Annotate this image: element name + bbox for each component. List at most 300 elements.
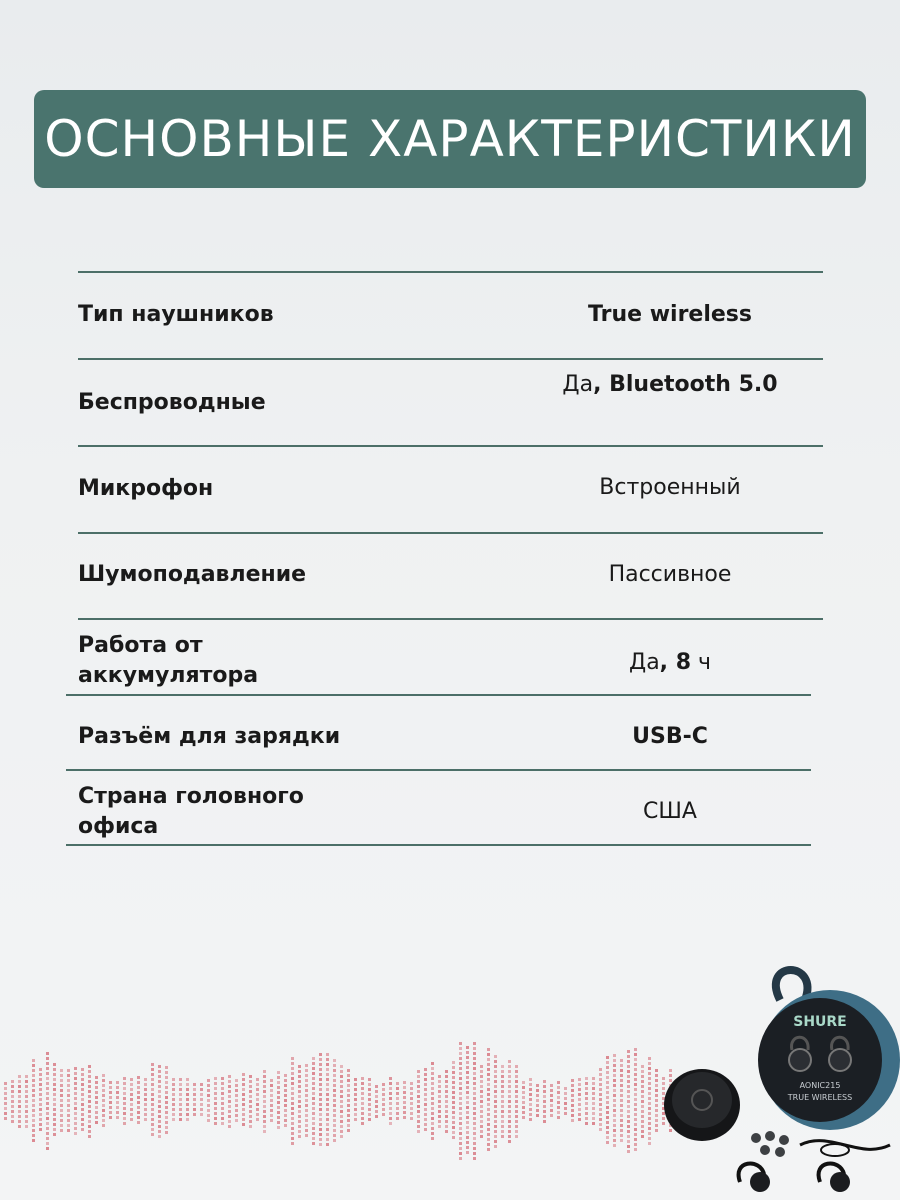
wave-dot <box>298 1075 301 1078</box>
wave-dot <box>564 1087 567 1090</box>
wave-dot <box>452 1116 455 1119</box>
wave-dot <box>235 1119 238 1122</box>
wave-dot <box>25 1075 28 1078</box>
wave-dot <box>333 1069 336 1072</box>
wave-dot <box>578 1108 581 1111</box>
wave-dot <box>459 1072 462 1075</box>
wave-dot <box>319 1073 322 1076</box>
wave-dot <box>599 1083 602 1086</box>
wave-dot <box>53 1068 56 1071</box>
wave-dot <box>515 1110 518 1113</box>
wave-dot <box>291 1137 294 1140</box>
wave-dot <box>452 1136 455 1139</box>
wave-dot <box>508 1100 511 1103</box>
wave-dot <box>333 1064 336 1067</box>
wave-dot <box>11 1115 14 1118</box>
wave-dot <box>466 1061 469 1064</box>
wave-dot <box>95 1076 98 1079</box>
wave-dot <box>592 1092 595 1095</box>
wave-dot <box>452 1086 455 1089</box>
wave-dot <box>466 1056 469 1059</box>
wave-dot <box>613 1144 616 1147</box>
wave-dot <box>641 1110 644 1113</box>
wave-dot <box>144 1108 147 1111</box>
wave-dot <box>515 1070 518 1073</box>
wave-dot <box>613 1104 616 1107</box>
wave-dot <box>46 1122 49 1125</box>
wave-dot <box>151 1128 154 1131</box>
wave-dot <box>368 1093 371 1096</box>
wave-dot <box>368 1088 371 1091</box>
wave-dot <box>193 1098 196 1101</box>
wave-dot <box>193 1088 196 1091</box>
wave-dot <box>655 1069 658 1072</box>
wave-dot <box>473 1107 476 1110</box>
wave-dot <box>179 1118 182 1121</box>
wave-dot <box>508 1125 511 1128</box>
wave-dot <box>487 1053 490 1056</box>
wave-dot <box>613 1129 616 1132</box>
wave-dot <box>172 1078 175 1081</box>
wave-dot <box>109 1086 112 1089</box>
wave-dot <box>515 1130 518 1133</box>
wave-dot <box>123 1112 126 1115</box>
wave-dot <box>326 1078 329 1081</box>
wave-dot <box>459 1067 462 1070</box>
wave-dot <box>340 1085 343 1088</box>
wave-dot <box>613 1084 616 1087</box>
wave-dot <box>403 1116 406 1119</box>
wave-dot <box>459 1102 462 1105</box>
wave-dot <box>445 1080 448 1083</box>
wave-dot <box>263 1130 266 1133</box>
wave-dot <box>389 1117 392 1120</box>
wave-dot <box>277 1081 280 1084</box>
wave-dot <box>53 1073 56 1076</box>
wave-dot <box>319 1063 322 1066</box>
wave-dot <box>109 1091 112 1094</box>
wave-dot <box>326 1108 329 1111</box>
wave-dot <box>88 1075 91 1078</box>
wave-dot <box>480 1065 483 1068</box>
wave-dot <box>158 1085 161 1088</box>
wave-dot <box>305 1074 308 1077</box>
wave-dot <box>508 1140 511 1143</box>
wave-dot <box>298 1070 301 1073</box>
wave-dot <box>634 1088 637 1091</box>
wave-dot <box>207 1104 210 1107</box>
wave-dot <box>263 1110 266 1113</box>
wave-dot <box>459 1062 462 1065</box>
wave-dot <box>634 1103 637 1106</box>
wave-dot <box>599 1073 602 1076</box>
wave-dot <box>655 1119 658 1122</box>
wave-dot <box>18 1100 21 1103</box>
wave-dot <box>389 1087 392 1090</box>
wave-dot <box>501 1085 504 1088</box>
wave-dot <box>522 1111 525 1114</box>
wave-dot <box>137 1121 140 1124</box>
wave-dot <box>347 1079 350 1082</box>
wave-dot <box>305 1069 308 1072</box>
wave-dot <box>501 1120 504 1123</box>
wave-dot <box>361 1082 364 1085</box>
wave-dot <box>620 1124 623 1127</box>
wave-dot <box>109 1106 112 1109</box>
wave-dot <box>606 1096 609 1099</box>
wave-dot <box>186 1088 189 1091</box>
wave-dot <box>424 1078 427 1081</box>
value-plain: Да <box>629 650 660 675</box>
wave-dot <box>88 1105 91 1108</box>
row-divider <box>78 358 823 360</box>
wave-dot <box>529 1078 532 1081</box>
wave-dot <box>46 1087 49 1090</box>
wave-dot <box>648 1102 651 1105</box>
wave-dot <box>319 1093 322 1096</box>
wave-dot <box>431 1067 434 1070</box>
wave-dot <box>466 1046 469 1049</box>
wave-dot <box>515 1125 518 1128</box>
wave-dot <box>487 1088 490 1091</box>
wave-dot <box>452 1071 455 1074</box>
wave-dot <box>592 1122 595 1125</box>
wave-dot <box>571 1089 574 1092</box>
wave-dot <box>655 1074 658 1077</box>
wave-dot <box>249 1105 252 1108</box>
wave-dot <box>11 1095 14 1098</box>
wave-dot <box>298 1130 301 1133</box>
product-image <box>660 960 900 1200</box>
wave-dot <box>326 1068 329 1071</box>
wave-dot <box>74 1112 77 1115</box>
wave-dot <box>585 1117 588 1120</box>
wave-dot <box>172 1098 175 1101</box>
wave-dot <box>221 1122 224 1125</box>
wave-dot <box>116 1081 119 1084</box>
wave-dot <box>543 1120 546 1123</box>
wave-dot <box>242 1103 245 1106</box>
wave-dot <box>536 1089 539 1092</box>
wave-dot <box>473 1137 476 1140</box>
wave-dot <box>396 1087 399 1090</box>
wave-dot <box>501 1090 504 1093</box>
wave-dot <box>634 1143 637 1146</box>
wave-dot <box>235 1109 238 1112</box>
wave-dot <box>144 1113 147 1116</box>
value-bold: , 8 <box>659 650 691 675</box>
wave-dot <box>263 1120 266 1123</box>
wave-dot <box>508 1115 511 1118</box>
wave-dot <box>620 1109 623 1112</box>
wave-dot <box>599 1078 602 1081</box>
wave-dot <box>424 1098 427 1101</box>
wave-dot <box>277 1111 280 1114</box>
spec-value-type <box>520 300 820 330</box>
wave-dot <box>417 1105 420 1108</box>
wave-dot <box>627 1055 630 1058</box>
wave-dot <box>298 1065 301 1068</box>
wave-dot <box>487 1118 490 1121</box>
wave-dot <box>53 1078 56 1081</box>
wave-dot <box>88 1100 91 1103</box>
wave-dot <box>102 1119 105 1122</box>
wave-dot <box>179 1078 182 1081</box>
wave-dot <box>11 1090 14 1093</box>
wave-dot <box>25 1090 28 1093</box>
wave-dot <box>291 1107 294 1110</box>
wave-dot <box>494 1105 497 1108</box>
wave-dot <box>67 1069 70 1072</box>
wave-dot <box>389 1077 392 1080</box>
value-tail: ч <box>691 650 711 675</box>
wave-dot <box>627 1145 630 1148</box>
wave-dot <box>214 1112 217 1115</box>
wave-dot <box>627 1115 630 1118</box>
wave-dot <box>410 1097 413 1100</box>
wave-dot <box>487 1058 490 1061</box>
wave-dot <box>473 1102 476 1105</box>
wave-dot <box>508 1060 511 1063</box>
wave-dot <box>599 1108 602 1111</box>
wave-dot <box>284 1109 287 1112</box>
wave-dot <box>571 1109 574 1112</box>
wave-dot <box>578 1083 581 1086</box>
wave-dot <box>53 1113 56 1116</box>
wave-dot <box>158 1100 161 1103</box>
wave-dot <box>277 1101 280 1104</box>
wave-dot <box>543 1110 546 1113</box>
wave-dot <box>403 1101 406 1104</box>
row-divider <box>78 271 823 273</box>
wave-dot <box>424 1113 427 1116</box>
wave-dot <box>67 1114 70 1117</box>
wave-dot <box>144 1083 147 1086</box>
wave-dot <box>438 1090 441 1093</box>
wave-dot <box>459 1157 462 1160</box>
wave-dot <box>165 1076 168 1079</box>
wave-dot <box>543 1090 546 1093</box>
spec-value-noise-cancel <box>520 560 820 590</box>
wave-dot <box>60 1069 63 1072</box>
wave-dot <box>46 1127 49 1130</box>
wave-dot <box>634 1123 637 1126</box>
wave-dot <box>319 1108 322 1111</box>
wave-dot <box>452 1111 455 1114</box>
wave-dot <box>221 1097 224 1100</box>
wave-dot <box>319 1118 322 1121</box>
wave-dot <box>620 1099 623 1102</box>
wave-dot <box>620 1089 623 1092</box>
wave-dot <box>214 1077 217 1080</box>
wave-dot <box>389 1102 392 1105</box>
wave-dot <box>564 1097 567 1100</box>
wave-dot <box>4 1097 7 1100</box>
wave-dot <box>46 1147 49 1150</box>
wave-dot <box>312 1107 315 1110</box>
wave-dot <box>137 1076 140 1079</box>
wave-dot <box>417 1095 420 1098</box>
wave-dot <box>53 1063 56 1066</box>
wave-dot <box>67 1074 70 1077</box>
wave-dot <box>571 1099 574 1102</box>
wave-dot <box>81 1068 84 1071</box>
wave-dot <box>137 1091 140 1094</box>
wave-dot <box>354 1083 357 1086</box>
wave-dot <box>634 1113 637 1116</box>
wave-dot <box>249 1075 252 1078</box>
wave-dot <box>326 1063 329 1066</box>
wave-dot <box>263 1090 266 1093</box>
wave-dot <box>228 1110 231 1113</box>
wave-dot <box>417 1100 420 1103</box>
wave-dot <box>592 1077 595 1080</box>
wave-dot <box>606 1066 609 1069</box>
wave-dot <box>284 1119 287 1122</box>
wave-dot <box>452 1101 455 1104</box>
wave-dot <box>655 1089 658 1092</box>
wave-dot <box>165 1126 168 1129</box>
wave-dot <box>466 1131 469 1134</box>
wave-dot <box>536 1099 539 1102</box>
wave-dot <box>452 1091 455 1094</box>
wave-dot <box>46 1132 49 1135</box>
wave-dot <box>32 1099 35 1102</box>
wave-dot <box>382 1083 385 1086</box>
wave-dot <box>438 1075 441 1078</box>
wave-dot <box>312 1142 315 1145</box>
wave-dot <box>445 1070 448 1073</box>
wave-dot <box>67 1104 70 1107</box>
wave-dot <box>4 1087 7 1090</box>
wave-dot <box>60 1099 63 1102</box>
wave-dot <box>88 1085 91 1088</box>
wave-dot <box>648 1142 651 1145</box>
wave-dot <box>438 1110 441 1113</box>
wave-dot <box>655 1129 658 1132</box>
wave-dot <box>389 1112 392 1115</box>
wave-dot <box>291 1062 294 1065</box>
wave-dot <box>550 1099 553 1102</box>
wave-dot <box>473 1122 476 1125</box>
spec-value-wireless <box>520 370 820 400</box>
wave-dot <box>172 1103 175 1106</box>
wave-dot <box>214 1117 217 1120</box>
wave-dot <box>634 1068 637 1071</box>
wave-dot <box>326 1083 329 1086</box>
wave-dot <box>452 1081 455 1084</box>
wave-dot <box>18 1125 21 1128</box>
row-divider <box>66 769 811 771</box>
wave-dot <box>81 1118 84 1121</box>
wave-dot <box>74 1097 77 1100</box>
wave-dot <box>291 1082 294 1085</box>
wave-dot <box>480 1070 483 1073</box>
wave-dot <box>46 1072 49 1075</box>
wave-dot <box>18 1120 21 1123</box>
wave-dot <box>473 1152 476 1155</box>
wave-dot <box>228 1075 231 1078</box>
wave-dot <box>620 1079 623 1082</box>
wave-dot <box>375 1090 378 1093</box>
wave-dot <box>39 1108 42 1111</box>
wave-dot <box>501 1095 504 1098</box>
wave-dot <box>340 1070 343 1073</box>
wave-dot <box>564 1112 567 1115</box>
wave-dot <box>172 1088 175 1091</box>
wave-dot <box>431 1127 434 1130</box>
wave-dot <box>508 1135 511 1138</box>
wave-dot <box>95 1116 98 1119</box>
wave-dot <box>186 1113 189 1116</box>
wave-dot <box>207 1099 210 1102</box>
wave-dot <box>95 1111 98 1114</box>
wave-dot <box>368 1113 371 1116</box>
wave-dot <box>347 1099 350 1102</box>
wave-dot <box>228 1090 231 1093</box>
wave-dot <box>326 1143 329 1146</box>
wave-dot <box>151 1113 154 1116</box>
wave-dot <box>606 1091 609 1094</box>
wave-dot <box>634 1053 637 1056</box>
wave-dot <box>466 1106 469 1109</box>
wave-dot <box>480 1080 483 1083</box>
wave-dot <box>277 1121 280 1124</box>
wave-dot <box>284 1114 287 1117</box>
wave-dot <box>144 1088 147 1091</box>
wave-dot <box>634 1048 637 1051</box>
wave-dot <box>102 1109 105 1112</box>
spec-label-noise-cancel: Шумоподавление <box>78 562 307 587</box>
wave-dot <box>256 1083 259 1086</box>
wave-dot <box>284 1089 287 1092</box>
wave-dot <box>648 1122 651 1125</box>
wave-dot <box>32 1089 35 1092</box>
wave-dot <box>319 1123 322 1126</box>
wave-dot <box>46 1102 49 1105</box>
wave-dot <box>123 1077 126 1080</box>
wave-dot <box>81 1113 84 1116</box>
wave-dot <box>459 1142 462 1145</box>
wave-dot <box>326 1053 329 1056</box>
wave-dot <box>67 1109 70 1112</box>
wave-dot <box>417 1070 420 1073</box>
wave-dot <box>606 1136 609 1139</box>
wave-dot <box>298 1110 301 1113</box>
wave-dot <box>179 1098 182 1101</box>
wave-dot <box>298 1085 301 1088</box>
model-text: AONIC215 <box>799 1081 841 1090</box>
wave-dot <box>487 1068 490 1071</box>
wave-dot <box>648 1077 651 1080</box>
wave-dot <box>95 1106 98 1109</box>
wave-dot <box>445 1090 448 1093</box>
wave-dot <box>298 1105 301 1108</box>
wave-dot <box>333 1139 336 1142</box>
wave-dot <box>74 1072 77 1075</box>
wave-dot <box>137 1086 140 1089</box>
wave-dot <box>123 1107 126 1110</box>
wave-dot <box>494 1060 497 1063</box>
wave-dot <box>4 1102 7 1105</box>
wave-dot <box>459 1137 462 1140</box>
wave-dot <box>228 1105 231 1108</box>
value-plain: Да <box>562 372 594 397</box>
wave-dot <box>494 1145 497 1148</box>
wave-dot <box>221 1077 224 1080</box>
wave-dot <box>326 1113 329 1116</box>
wave-dot <box>256 1088 259 1091</box>
